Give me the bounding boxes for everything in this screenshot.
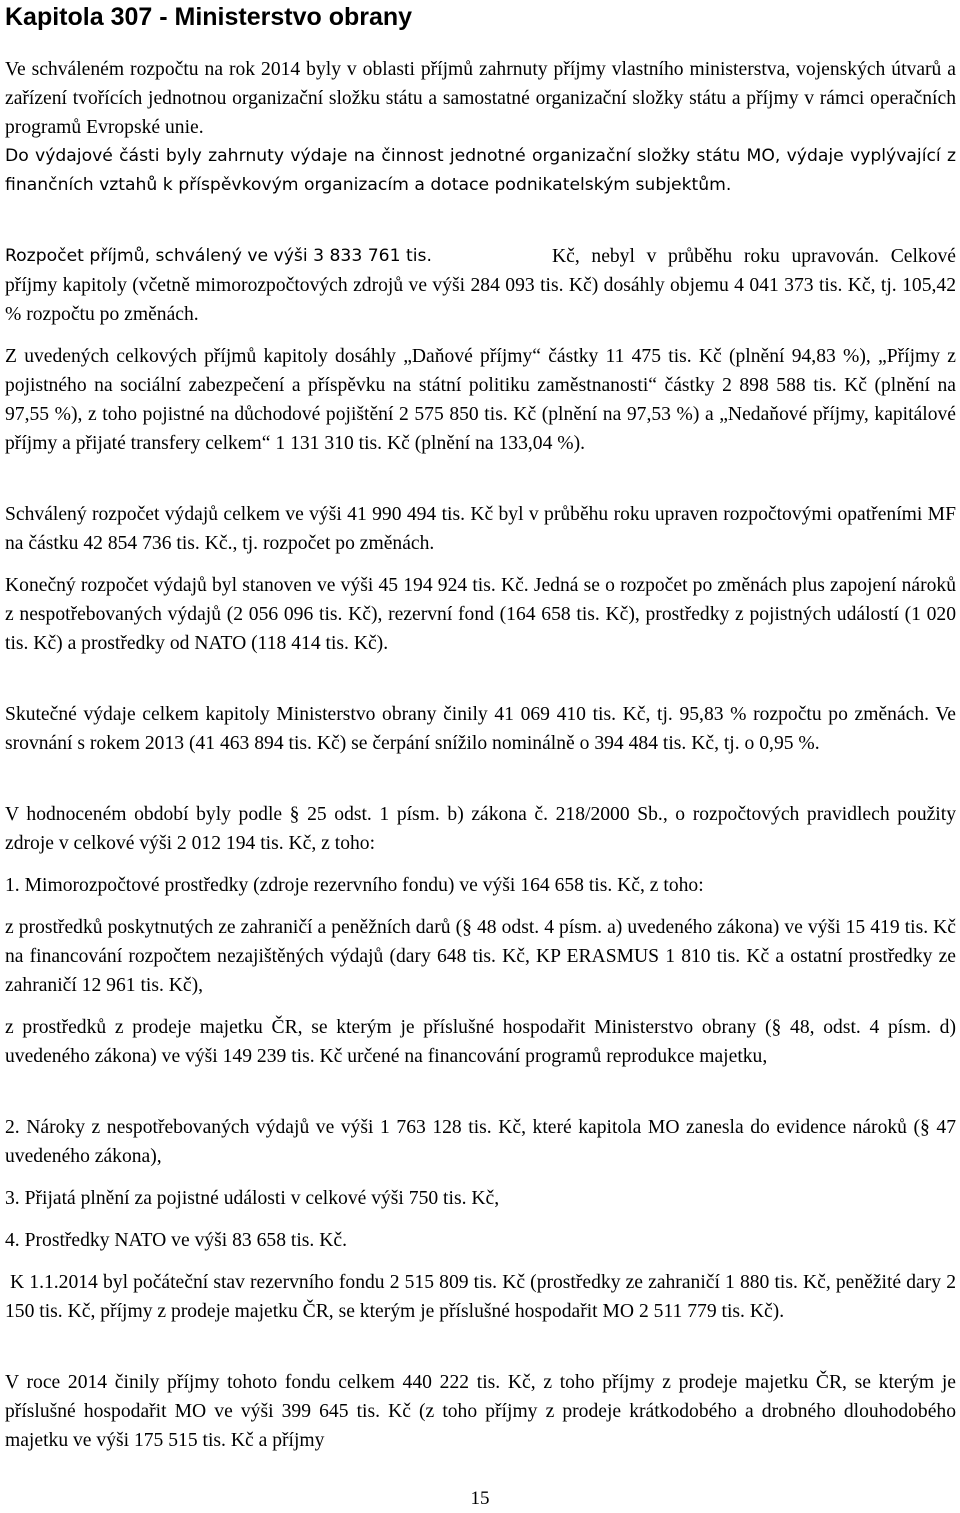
paragraph-revenue-budget: Rozpočet příjmů, schválený ve výši 3 833 761 tis. [5,246,432,266]
chapter-title: Kapitola 307 - Ministerstvo obrany [5,3,413,31]
paragraph-reserve-fund-revenue: V roce 2014 činily příjmy tohoto fondu celkem 440 222 tis. Kč, z toho příjmy z prodeje majetku ČR, se kterým je příslušné hospodařit MO ve výši 399 645 tis. Kč (z toho příjmy z prodeje krátkodobého a drobného dlouhodobého majetku ve výši 175 515 tis. Kč a příjmy [5,1372,956,1451]
list-item-4: 4. Prostředky NATO ve výši 83 658 tis. Kč. [5,1230,347,1251]
list-item-3: 3. Přijatá plnění za pojistné události v celkové výši 750 tis. Kč, [5,1188,500,1209]
paragraph-intro-revenue: Ve schváleném rozpočtu na rok 2014 byly v oblasti příjmů zahrnuty příjmy vlastního ministerstva, vojenských útvarů a zařízení tvořících jednotnou organizační složku státu a samostatné organizační složky státu a příjmy v rámci operačních programů Evropské unie. [5,59,956,138]
document-page [5,0,956,1451]
paragraph-reserve-fund-start: K 1.1.2014 byl počáteční stav rezervního fondu 2 515 809 tis. Kč (prostředky ze zahraničí 1 880 tis. Kč, peněžité dary 2 150 tis. Kč, příjmy z prodeje majetku ČR, se kterým je příslušné hospodařit MO 2 511 779 tis. Kč). [5,1272,956,1322]
paragraph-approved-expenditure: Schválený rozpočet výdajů celkem ve výši 41 990 494 tis. Kč byl v průběhu roku upraven rozpočtovými opatřeními MF na částku 42 854 736 tis. Kč., tj. rozpočet po změnách. [5,504,956,554]
paragraph-actual-expenditure: Skutečné výdaje celkem kapitoly Ministerstvo obrany činily 41 069 410 tis. Kč, tj. 95,83 % rozpočtu po změnách. Ve srovnání s rokem 2013 (41 463 894 tis. Kč) se čerpání snížilo nominálně o 394 484 tis. Kč, tj. o 0,95 %. [5,704,956,754]
paragraph-foreign-funds: z prostředků poskytnutých ze zahraničí a peněžních darů (§ 48 odst. 4 písm. a) uvedeného zákona) ve výši 15 419 tis. Kč na financování rozpočtem nezajištěných výdajů (dary 648 tis. Kč, KP ERASMUS 1 810 tis. Kč a ostatní prostředky ze zahraničí 12 961 tis. Kč), [5,917,956,996]
paragraph-expenditure-scope: Do výdajové části byly zahrnuty výdaje na činnost jednotné organizační složky státu MO, výdaje vyplývající z finančních vztahů k příspěvkovým organizacím a dotace podnikatelským subjektům. [5,146,956,195]
paragraph-total-revenue: Kč, nebyl v průběhu roku upravován. Celkové příjmy kapitoly (včetně mimorozpočtových zdrojů ve výši 284 093 tis. Kč) dosáhly objemu 4 041 373 tis. Kč, tj. 105,42 % rozpočtu po změnách. [5,246,956,325]
paragraph-sources-used: V hodnoceném období byly podle § 25 odst. 1 písm. b) zákona č. 218/2000 Sb., o rozpočtových pravidlech použity zdroje v celkové výši 2 012 194 tis. Kč, z toho: [5,804,956,854]
list-item-1: 1. Mimorozpočtové prostředky (zdroje rezervního fondu) ve výši 164 658 tis. Kč, z toho: [5,875,704,896]
paragraph-property-sale-funds: z prostředků z prodeje majetku ČR, se kterým je příslušné hospodařit Ministerstvo obrany (§ 48, odst. 4 písm. d) uvedeného zákona) ve výši 149 239 tis. Kč určené na financování programů reprodukce majetku, [5,1017,956,1067]
paragraph-final-budget: Konečný rozpočet výdajů byl stanoven ve výši 45 194 924 tis. Kč. Jedná se o rozpočet po změnách plus zapojení nároků z nespotřebovaných výdajů (2 056 096 tis. Kč), rezervní fond (164 658 tis. Kč), prostředky z pojistných událostí (1 020 tis. Kč) a prostředky od NATO (118 414 tis. Kč). [5,575,956,654]
paragraph-revenue-breakdown: Z uvedených celkových příjmů kapitoly dosáhly „Daňové příjmy“ částky 11 475 tis. Kč (plnění 94,83 %), „Příjmy z pojistného na sociální zabezpečení a příspěvku na státní politiku zaměstnanosti“ částky 2 898 588 tis. Kč (plnění na 97,55 %), z toho pojistné na důchodové pojištění 2 575 850 tis. Kč (plnění na 97,53 %) a „Nedaňové příjmy, kapitálové příjmy a přijaté transfery celkem“ 1 131 310 tis. Kč (plnění na 133,04 %). [5,346,956,454]
list-item-2: 2. Nároky z nespotřebovaných výdajů ve výši 1 763 128 tis. Kč, které kapitola MO zanesla do evidence nároků (§ 47 uvedeného zákona), [5,1117,956,1167]
page-number: 15 [470,1488,490,1509]
